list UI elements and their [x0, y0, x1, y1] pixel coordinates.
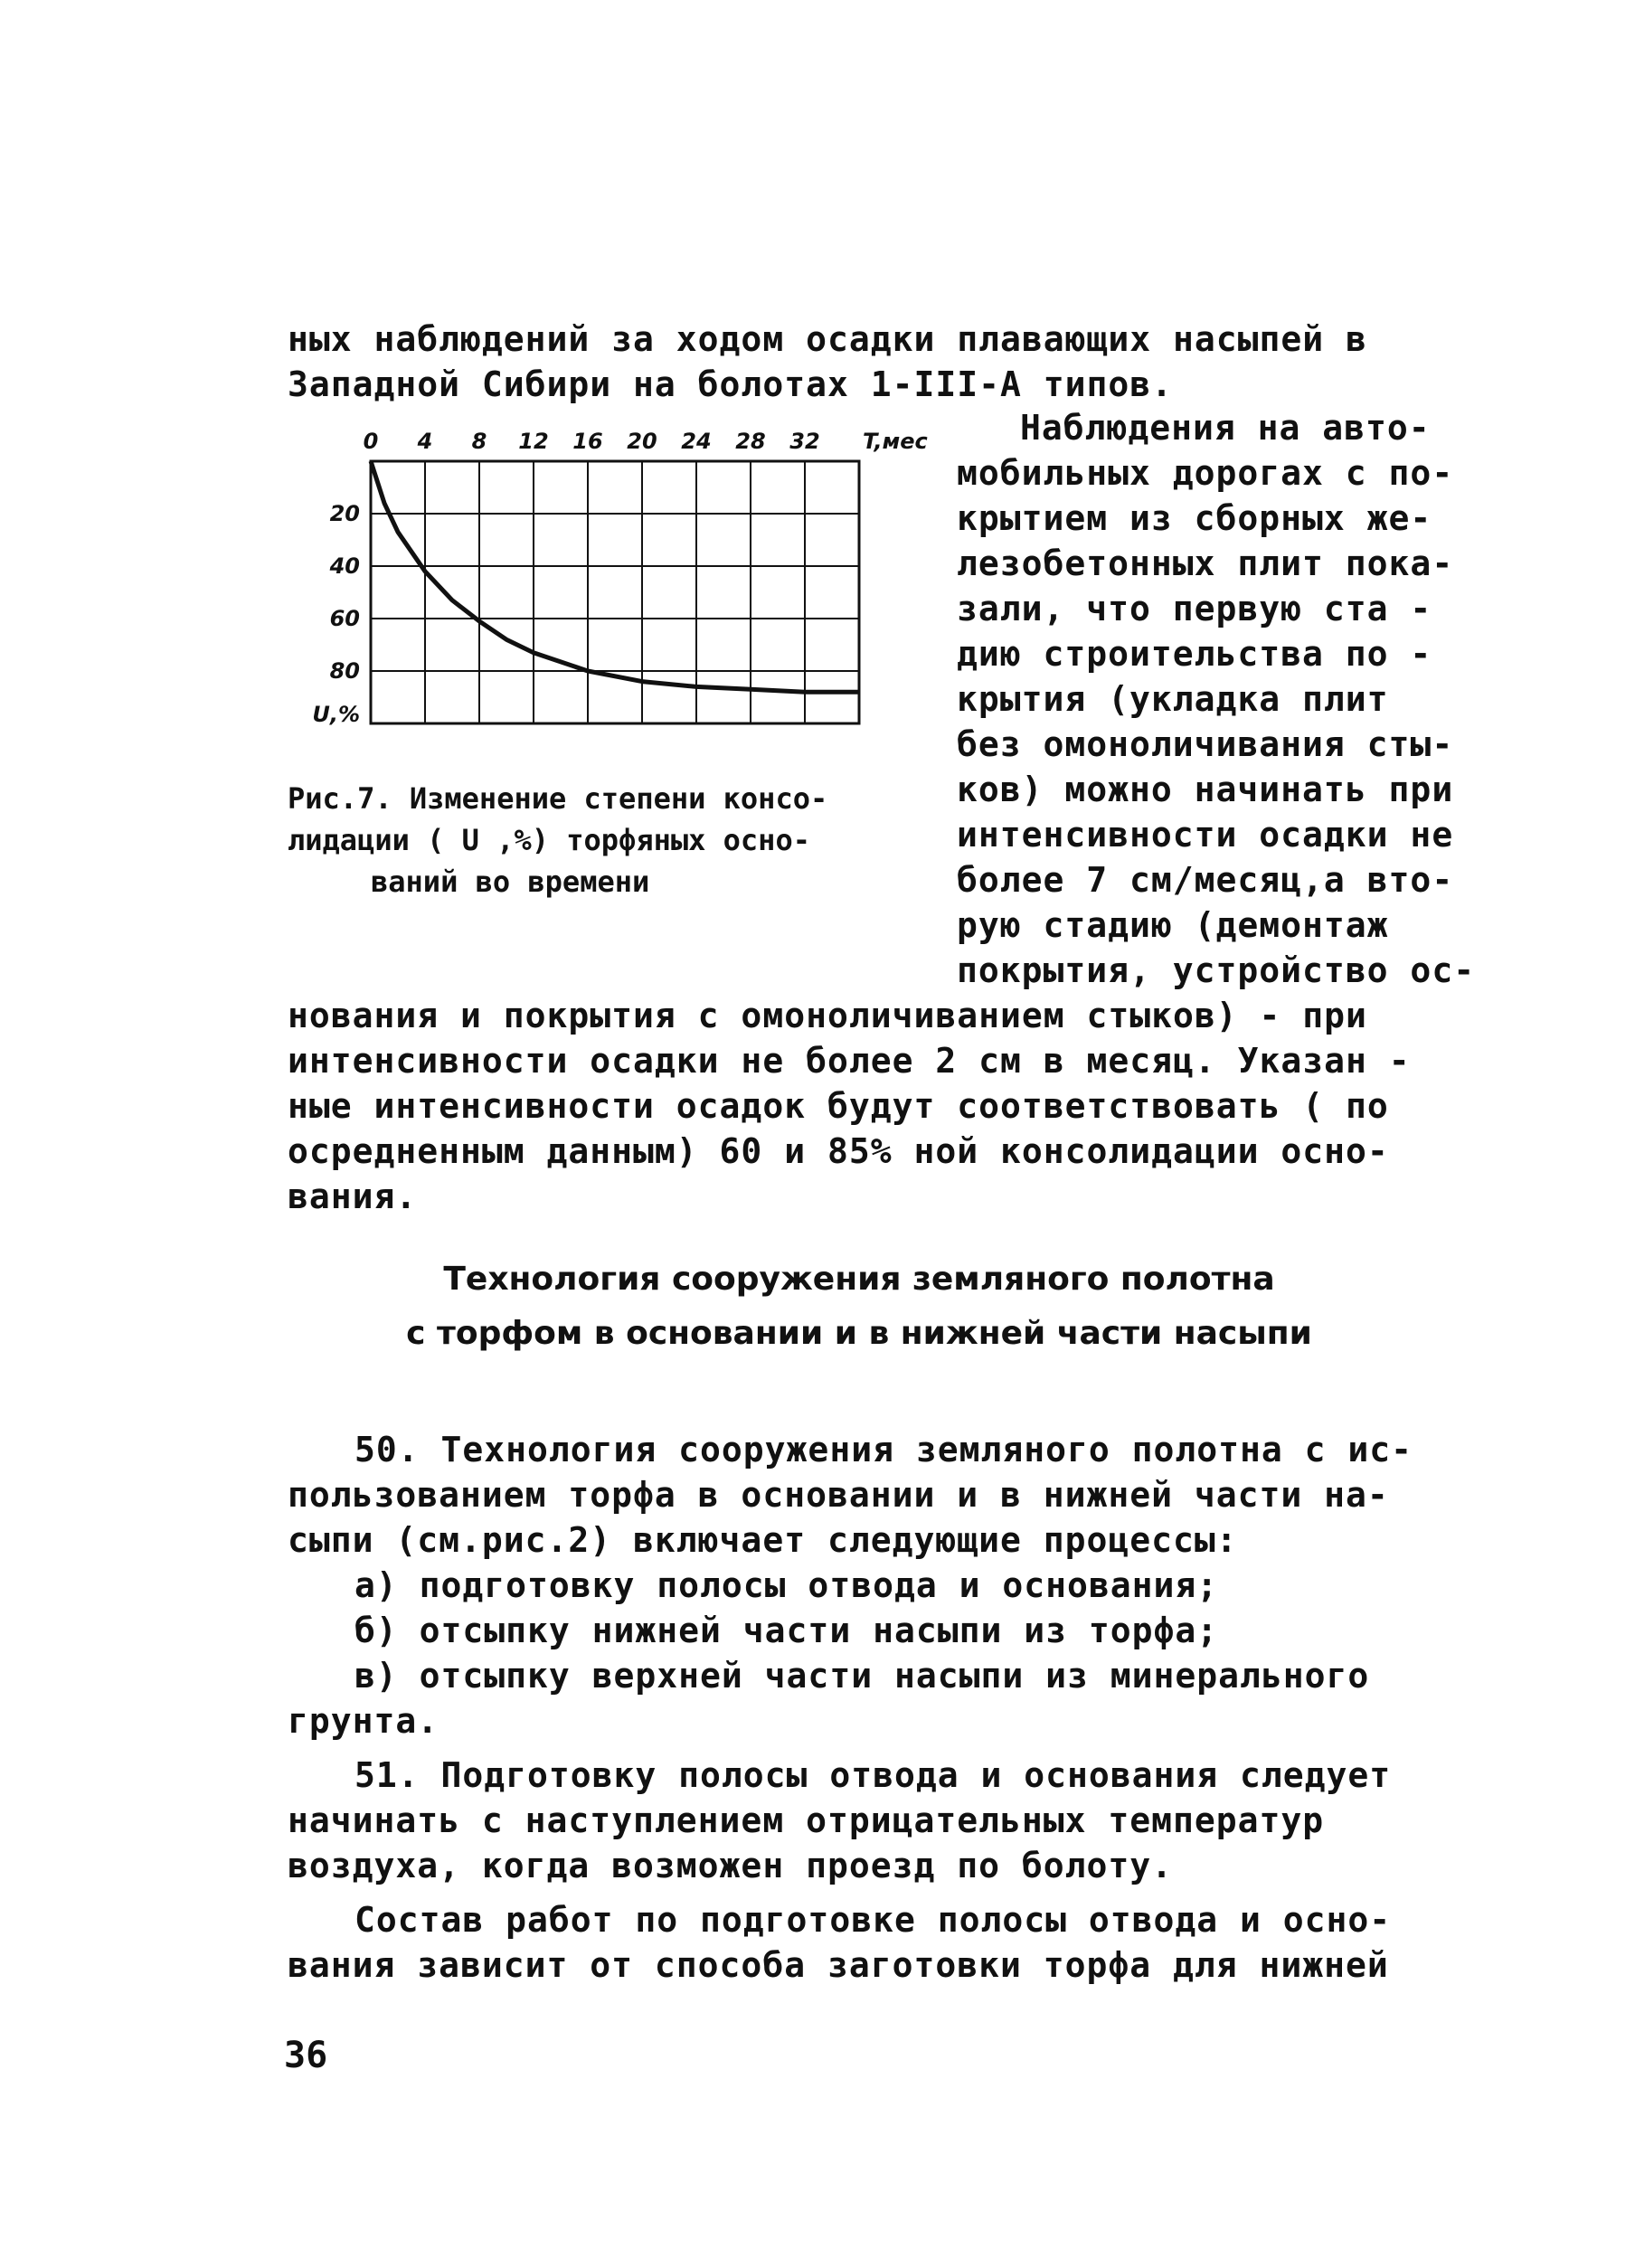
text-line: крытием из сборных же- [957, 498, 1432, 538]
text-line: сыпи (см.рис.2) включает следующие процессы: [288, 1520, 1238, 1560]
text-line: Состав работ по подготовке полосы отвода и осно- [354, 1900, 1392, 1940]
y-axis-label: U,% [312, 702, 360, 727]
page-number: 36 [284, 2035, 328, 2076]
text-line: вания зависит от способа заготовки торфа для нижней [288, 1945, 1389, 1985]
y-tick-label: 20 [329, 501, 360, 526]
text-line: 50. Технология сооружения земляного полотна с ис- [354, 1430, 1413, 1469]
text-line: в) отсыпку верхней части насыпи из минерального [354, 1656, 1370, 1696]
text-line: грунта. [288, 1701, 439, 1741]
text-line: интенсивности осадки не более 2 см в месяц. Указан - [288, 1041, 1411, 1081]
section-heading: с торфом в основании и в нижней части насыпи [406, 1315, 1312, 1352]
x-tick-label: 12 [518, 429, 549, 454]
x-tick-label: 32 [789, 429, 820, 454]
text-line: покрытия, устройство ос- [957, 950, 1476, 990]
chart-svg [280, 416, 928, 742]
text-line: ных наблюдений за ходом осадки плавающих насыпей в [288, 319, 1367, 359]
section-heading: Технология сооружения земляного полотна [443, 1261, 1275, 1298]
text-line: воздуха, когда возможен проезд по болоту. [288, 1846, 1173, 1885]
y-tick-label: 60 [329, 606, 360, 631]
y-tick-label: 80 [329, 658, 360, 684]
text-line: 51. Подготовку полосы отвода и основания следует [354, 1755, 1392, 1795]
text-line: интенсивности осадки не [957, 815, 1454, 855]
figure-caption: Рис.7. Изменение степени консо- [288, 781, 828, 816]
text-line: ные интенсивности осадок будут соответствовать ( по [288, 1086, 1389, 1126]
consolidation-chart [280, 416, 928, 742]
text-line: зали, что первую ста - [957, 589, 1432, 628]
x-tick-label: 24 [681, 429, 712, 454]
x-tick-label: 4 [417, 429, 433, 454]
text-line: б) отсыпку нижней части насыпи из торфа; [354, 1611, 1219, 1650]
x-tick-label: 8 [471, 429, 487, 454]
y-tick-label: 40 [329, 553, 360, 579]
text-line: рую стадию (демонтаж [957, 905, 1389, 945]
text-line: а) подготовку полосы отвода и основания; [354, 1565, 1219, 1605]
text-line: дию строительства по - [957, 634, 1432, 674]
consolidation-curve [371, 461, 859, 692]
text-line: мобильных дорогах с по- [957, 453, 1454, 493]
x-tick-label: 16 [572, 429, 603, 454]
text-line: начинать с наступлением отрицательных температур [288, 1800, 1325, 1840]
text-line: без омоноличивания сты- [957, 724, 1454, 764]
text-line: ков) можно начинать при [957, 770, 1454, 809]
text-line: Западной Сибири на болотах 1-III-А типов. [288, 364, 1173, 404]
x-tick-label: 0 [363, 429, 379, 454]
figure-caption: ваний во времени [371, 865, 650, 899]
text-line: осредненным данным) 60 и 85% ной консолидации осно- [288, 1131, 1389, 1171]
x-tick-label: 28 [735, 429, 766, 454]
text-line: пользованием торфа в основании и в нижней части на- [288, 1475, 1389, 1515]
text-line: лезобетонных плит пока- [957, 543, 1454, 583]
text-line: нования и покрытия с омоноличиванием стыков) - при [288, 996, 1367, 1035]
text-line: вания. [288, 1177, 418, 1216]
x-axis-label: T,мес [863, 429, 928, 454]
text-line: крытия (укладка плит [957, 679, 1389, 719]
text-line: Наблюдения на авто- [1020, 408, 1431, 448]
x-tick-label: 20 [627, 429, 657, 454]
figure-caption: лидации ( U ,%) торфяных осно- [288, 823, 810, 857]
text-line: более 7 см/месяц,а вто- [957, 860, 1454, 900]
